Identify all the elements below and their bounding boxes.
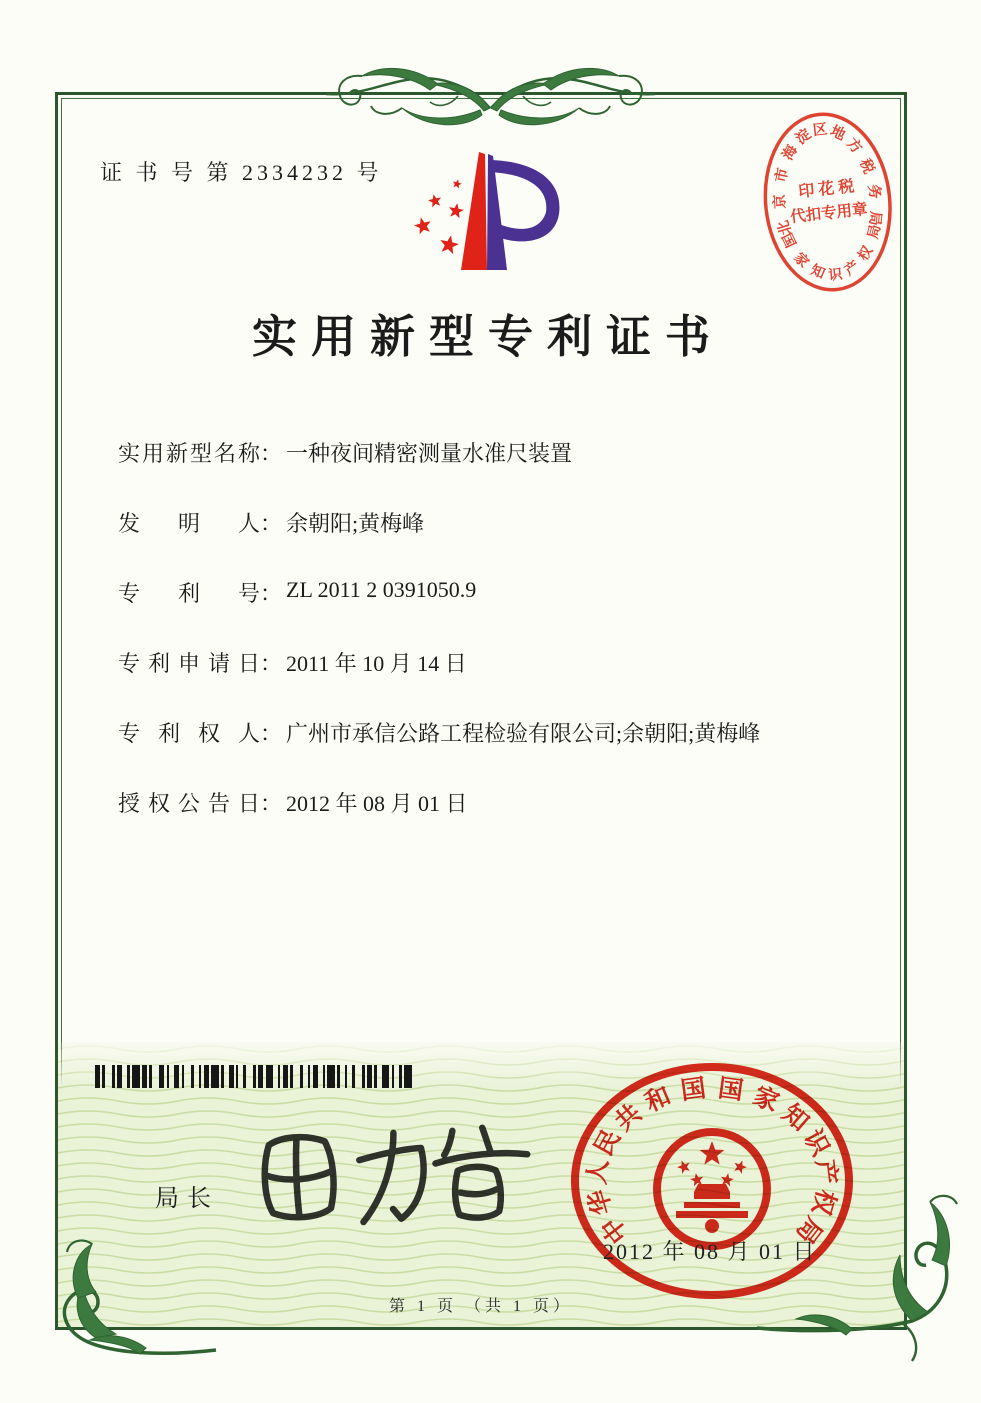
certificate-number: 证 书 号 第 2334232 号 xyxy=(100,160,383,185)
svg-text:海: 海 xyxy=(779,142,801,164)
field-row xyxy=(118,507,878,577)
svg-text:产: 产 xyxy=(842,258,863,280)
field-row xyxy=(118,717,878,787)
svg-text:识: 识 xyxy=(798,1125,834,1161)
field-colon: ： xyxy=(260,581,283,606)
svg-text:淀: 淀 xyxy=(793,126,815,148)
field-label: 专利号 xyxy=(118,581,260,606)
svg-text:权: 权 xyxy=(806,1186,840,1218)
field-row xyxy=(118,577,878,647)
field-colon: ： xyxy=(260,791,283,816)
director-signature xyxy=(229,1097,554,1260)
svg-text:国: 国 xyxy=(679,1075,708,1106)
svg-text:税: 税 xyxy=(856,156,877,177)
field-value: 2011 年 10 月 14 日 xyxy=(286,651,467,676)
logo-stars xyxy=(414,179,464,254)
issuer-title: 局长 xyxy=(155,1186,219,1212)
tax-stamp xyxy=(718,90,939,320)
svg-text:务: 务 xyxy=(864,183,883,201)
field-value: 一种夜间精密测量水准尺装置 xyxy=(286,441,573,466)
field-colon: ： xyxy=(260,441,283,466)
svg-text:华: 华 xyxy=(584,1186,618,1218)
svg-text:局: 局 xyxy=(790,1211,828,1248)
svg-text:共: 共 xyxy=(610,1099,647,1137)
svg-text:知: 知 xyxy=(808,263,827,283)
field-label: 专利申请日 xyxy=(118,651,260,676)
national-emblem xyxy=(657,1132,767,1246)
field-list xyxy=(118,437,878,857)
field-label: 授权公告日 xyxy=(118,791,260,816)
svg-text:国: 国 xyxy=(777,231,798,251)
svg-text:区: 区 xyxy=(812,121,829,140)
svg-text:局: 局 xyxy=(866,223,885,241)
svg-text:市: 市 xyxy=(773,166,792,185)
svg-text:产: 产 xyxy=(810,1158,841,1187)
logo-p-bowl xyxy=(489,160,559,241)
tax-stamp-line1: 印 花 税 xyxy=(797,178,856,201)
svg-text:地: 地 xyxy=(827,123,848,144)
field-value: 余朝阳;黄梅峰 xyxy=(286,511,425,536)
field-row xyxy=(118,437,878,507)
svg-text:国: 国 xyxy=(716,1075,745,1106)
patent-office-logo xyxy=(383,138,598,290)
svg-text:民: 民 xyxy=(590,1125,626,1161)
field-colon: ： xyxy=(260,651,283,676)
sipo-official-seal xyxy=(566,1040,858,1326)
svg-text:中: 中 xyxy=(596,1211,634,1248)
field-value: 广州市承信公路工程检验有限公司;余朝阳;黄梅峰 xyxy=(286,721,761,746)
field-label: 发明人 xyxy=(118,511,260,536)
svg-text:人: 人 xyxy=(583,1158,614,1187)
svg-text:家: 家 xyxy=(748,1082,783,1118)
field-label: 实用新型名称 xyxy=(118,441,260,466)
field-value: ZL 2011 2 0391050.9 xyxy=(286,577,477,602)
svg-text:京: 京 xyxy=(772,193,789,210)
svg-text:知: 知 xyxy=(777,1099,814,1137)
svg-text:方: 方 xyxy=(843,135,865,157)
tax-stamp-line2: 代扣专用章 xyxy=(789,200,869,226)
certificate-title: 实用新型专利证书 xyxy=(251,312,724,362)
barcode xyxy=(95,1065,412,1088)
field-colon: ： xyxy=(260,721,283,746)
page-footer: 第 1 页 （共 1 页） xyxy=(388,1298,573,1315)
svg-text:北: 北 xyxy=(775,218,796,237)
svg-text:家: 家 xyxy=(790,250,811,272)
issuer-signature-name xyxy=(0,0,1,1)
field-row xyxy=(118,647,878,717)
field-label: 专利权人 xyxy=(118,721,260,746)
field-value: 2012 年 08 月 01 日 xyxy=(286,791,468,816)
issue-date: 2012 年 08 月 01 日 xyxy=(603,1239,817,1264)
svg-text:识: 识 xyxy=(827,267,844,284)
svg-text:局: 局 xyxy=(865,210,884,227)
svg-text:和: 和 xyxy=(641,1082,676,1118)
logo-red-wedge xyxy=(461,152,487,270)
field-row xyxy=(118,787,878,857)
field-colon: ： xyxy=(260,511,283,536)
svg-text:权: 权 xyxy=(856,243,877,264)
top-floral-ornament xyxy=(318,48,663,140)
